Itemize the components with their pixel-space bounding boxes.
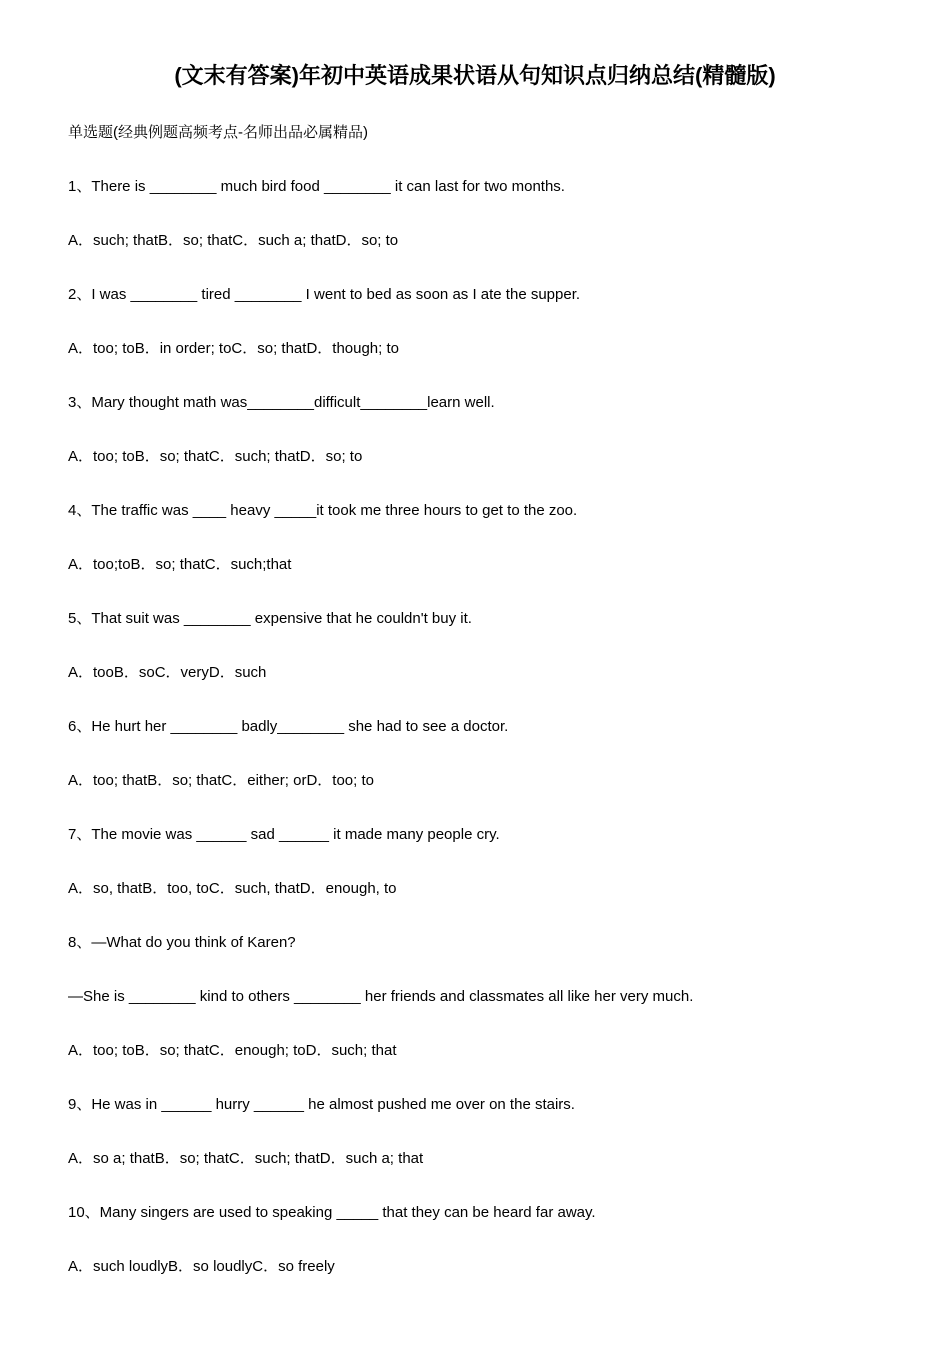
question-4: 4、The traffic was ____ heavy _____it took me three hours to get to the zoo. (68, 502, 578, 519)
question-5-options: A．tooB．soC．veryD．such (68, 664, 267, 681)
section-heading: 单选题(经典例题高频考点-名师出品必属精品) (68, 124, 368, 141)
question-8: 8、—What do you think of Karen? (68, 934, 296, 951)
question-6-options: A．too; thatB．so; thatC．either; orD．too; to (68, 772, 374, 789)
question-list (68, 176, 908, 1310)
question-8-reply: —She is ________ kind to others ________ her friends and classmates all like her very much. (68, 988, 694, 1005)
question-9-options: A．so a; thatB．so; thatC．such; thatD．such a; that (68, 1150, 424, 1167)
question-1-options: A．such; thatB．so; thatC．such a; thatD．so; to (68, 232, 399, 249)
question-4-options: A．too;toB．so; thatC．such;that (68, 556, 292, 573)
question-3-options: A．too; toB．so; thatC．such; thatD．so; to (68, 448, 363, 465)
page-title: (文末有答案)年初中英语成果状语从句知识点归纳总结(精髓版) (174, 63, 776, 88)
question-10-options: A．such loudlyB．so loudlyC．so freely (68, 1258, 335, 1275)
question-2-options: A．too; toB．in order; toC．so; thatD．though; to (68, 340, 399, 357)
question-7-options: A．so, thatB．too, toC．such, thatD．enough, to (68, 880, 397, 897)
question-9: 9、He was in ______ hurry ______ he almost pushed me over on the stairs. (68, 1096, 575, 1113)
question-8-options: A．too; toB．so; thatC．enough; toD．such; that (68, 1042, 397, 1059)
question-3: 3、Mary thought math was________difficult________learn well. (68, 394, 495, 411)
question-1: 1、There is ________ much bird food ________ it can last for two months. (68, 178, 565, 195)
question-10: 10、Many singers are used to speaking _____ that they can be heard far away. (68, 1204, 596, 1221)
question-6: 6、He hurt her ________ badly________ she had to see a doctor. (68, 718, 509, 735)
question-2: 2、I was ________ tired ________ I went to bed as soon as I ate the supper. (68, 286, 581, 303)
question-7: 7、The movie was ______ sad ______ it made many people cry. (68, 826, 500, 843)
question-5: 5、That suit was ________ expensive that he couldn't buy it. (68, 610, 472, 627)
